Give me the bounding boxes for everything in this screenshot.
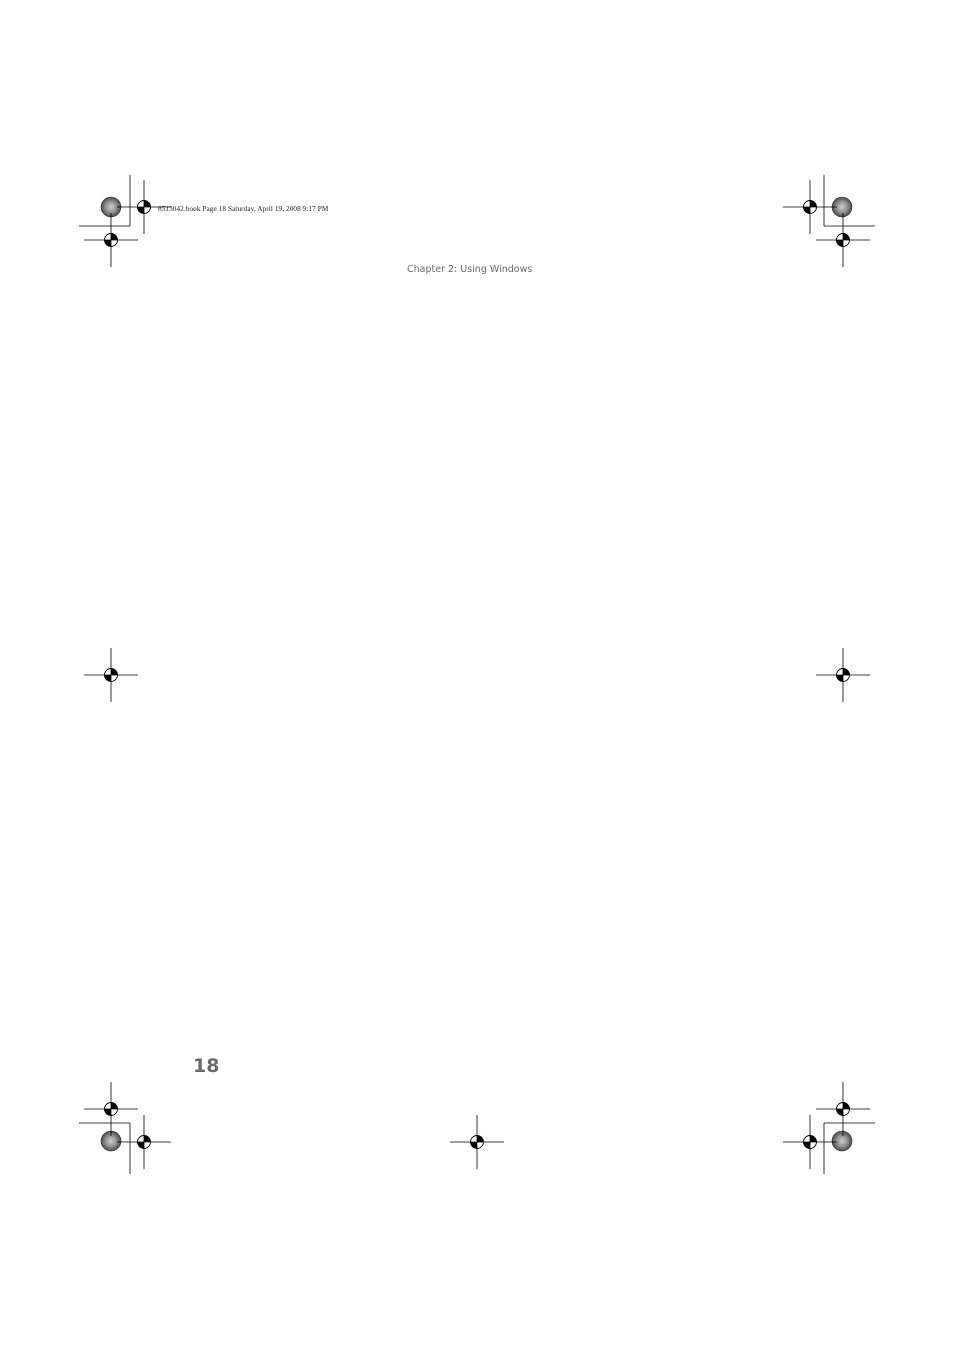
page-number: 18 [193,1055,220,1077]
running-header: Chapter 2: Using Windows [407,264,533,275]
registration-mark-icon [816,648,870,702]
registration-mark-icon [450,1115,504,1169]
top-right-marks [783,175,875,267]
top-left-marks [79,175,171,267]
bottom-right-marks [783,1082,875,1174]
print-slug: 8513042.book Page 18 Saturday, April 19, 2008 9:17 PM [158,205,329,213]
registration-mark-icon [84,648,138,702]
bottom-left-marks [79,1082,171,1174]
color-bar-dot-icon [832,1131,852,1151]
